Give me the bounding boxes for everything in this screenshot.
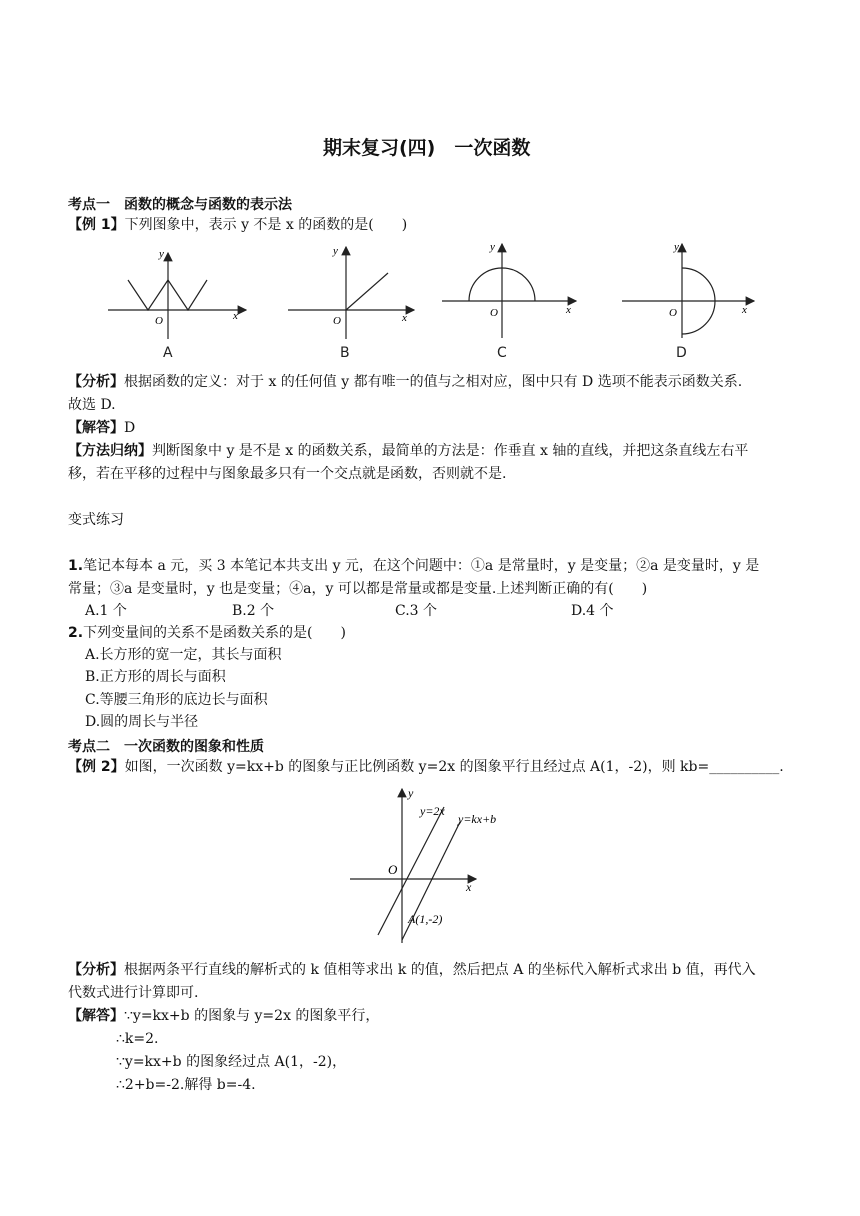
question-2: [68, 622, 346, 644]
example-2-question-text: 如图，一次函数 y=kx+b 的图象与正比例函数 y=2x 的图象平行且经过点 A(1，-2)，则 kb=__________.: [124, 759, 784, 775]
label-y-2x: y=2x: [420, 804, 445, 818]
method-text-1: 判断图象中 y 是不是 x 的函数关系，最简单的方法是：作垂直 x 轴的直线，并把这条直线左右平: [152, 443, 749, 459]
point-a-label: A(1,-2): [408, 912, 443, 926]
example-2-analysis: [68, 959, 756, 981]
question-2-option-a: A.长方形的宽一定，其长与面积: [85, 647, 282, 663]
question-1: [68, 555, 759, 577]
question-2-option-b: B.正方形的周长与面积: [85, 669, 226, 685]
question-2-number: 2.: [68, 625, 84, 641]
solution-step-4: ∴2+b=-2.解得 b=-4.: [116, 1077, 256, 1093]
answer-2-tag: 【解答】: [68, 1008, 124, 1024]
page-title: 期末复习(四) 一次函数: [323, 137, 531, 159]
graph-c-label: C: [497, 345, 507, 361]
example-2-tag: 【例 2】: [68, 759, 125, 775]
analysis-2-tag: 【分析】: [68, 962, 124, 978]
graph-c: [440, 238, 580, 342]
example-2-answer: [68, 1005, 379, 1027]
method-tag: 【方法归纳】: [68, 443, 152, 459]
graph-b-origin: O: [333, 315, 341, 327]
graph-d-y-label: y: [674, 241, 679, 253]
example-2-question: [68, 756, 784, 778]
example-1-question: [68, 214, 407, 236]
example-1-analysis: [68, 371, 742, 393]
graph-a-label: A: [163, 345, 173, 361]
graph-b-x-label: x: [402, 312, 407, 324]
graph-b-ray: [346, 273, 388, 310]
answer-tag: 【解答】: [68, 420, 124, 436]
solution-step-1: ∵y=kx+b 的图象与 y=2x 的图象平行，: [124, 1008, 380, 1024]
example-2-graph: [348, 785, 497, 945]
graph-d-x-label: x: [742, 304, 747, 316]
question-2-option-d: D.圆的周长与半径: [85, 714, 199, 730]
graph-a-origin: O: [155, 315, 163, 327]
analysis-text-2: 故选 D.: [68, 397, 116, 413]
graph-d-label: D: [676, 345, 687, 361]
question-1-option-b: B.2 个: [232, 603, 275, 619]
method-text-2: 移，若在平移的过程中与图象最多只有一个交点就是函数，否则就不是.: [68, 466, 507, 482]
analysis-2-text-2: 代数式进行计算即可.: [68, 985, 199, 1001]
solution-step-3: ∵y=kx+b 的图象经过点 A(1，-2)，: [116, 1054, 347, 1070]
analysis-2-text-1: 根据两条平行直线的解析式的 k 值相等求出 k 的值，然后把点 A 的坐标代入解析式求出 b 值，再代入: [124, 962, 756, 978]
section-heading-1: 考点一 函数的概念与函数的表示法: [68, 197, 292, 213]
graph-b: [286, 242, 420, 342]
graph-a-y-label: y: [159, 248, 164, 260]
graph-2-y-label: y: [408, 786, 414, 800]
graph-c-origin: O: [490, 307, 498, 319]
answer-text: D: [124, 420, 136, 436]
question-1-option-c: C.3 个: [395, 603, 438, 619]
example-1-question-text: 下列图象中，表示 y 不是 x 的函数的是( ): [124, 217, 408, 233]
example-1-answer: [68, 417, 135, 439]
graph-c-x-label: x: [566, 304, 571, 316]
graph-c-y-label: y: [490, 241, 495, 253]
solution-step-2: ∴k=2.: [116, 1031, 159, 1047]
section-heading-2: 考点二 一次函数的图象和性质: [68, 739, 264, 755]
analysis-tag: 【分析】: [68, 374, 124, 390]
graph-a: [106, 247, 252, 342]
graph-b-y-label: y: [333, 245, 338, 257]
question-1-number: 1.: [68, 558, 84, 574]
analysis-text-1: 根据函数的定义：对于 x 的任何值 y 都有唯一的值与之相对应，图中只有 D 选项不能表示函数关系.: [124, 374, 743, 390]
question-1-option-d: D.4 个: [571, 603, 614, 619]
graph-2-origin: O: [388, 862, 398, 877]
question-2-stem: 下列变量间的关系不是函数关系的是( ): [83, 625, 346, 641]
question-1-line-2: 常量；③a 是变量时，y 也是变量；④a，y 可以都是常量或都是变量.上述判断正确的有( ): [68, 581, 648, 597]
graph-b-label: B: [340, 345, 350, 361]
graph-a-x-label: x: [233, 310, 238, 322]
graph-2-x-label: x: [466, 880, 472, 894]
graph-d: [620, 238, 758, 342]
label-y-kx-b: y=kx+b: [458, 812, 497, 826]
example-1-method: [68, 440, 748, 462]
graph-d-origin: O: [669, 307, 677, 319]
question-1-line-1: 笔记本每本 a 元，买 3 本笔记本共支出 y 元，在这个问题中：①a 是常量时，y 是变量；②a 是变量时，y 是: [83, 558, 760, 574]
question-1-option-a: A.1 个: [85, 603, 127, 619]
variant-heading: 变式练习: [68, 512, 124, 528]
question-2-option-c: C.等腰三角形的底边长与面积: [85, 692, 268, 708]
example-1-tag: 【例 1】: [68, 217, 125, 233]
